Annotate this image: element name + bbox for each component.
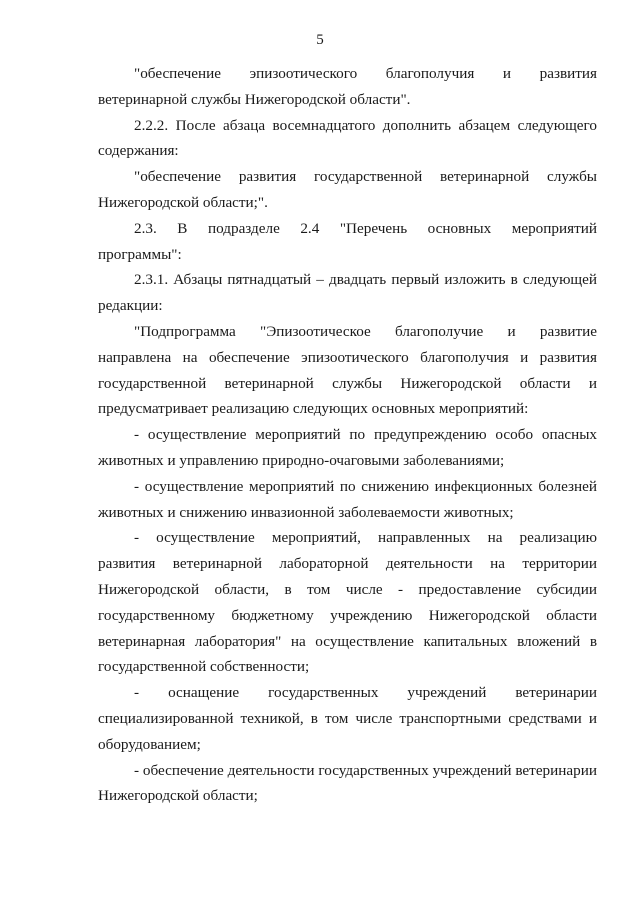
- list-item: [62, 422, 597, 474]
- text-line: ветеринарная лаборатория" на осуществление капитальных вложений в: [98, 632, 597, 650]
- paragraph: [62, 164, 597, 216]
- list-item: [62, 680, 597, 757]
- text-line: 2.2.2. После абзаца восемнадцатого дополнить абзацем следующего: [134, 116, 597, 134]
- text-line: животных и снижению инвазионной заболеваемости животных;: [98, 503, 514, 521]
- text-line: государственной ветеринарной службы Нижегородской области и: [98, 374, 597, 392]
- list-item: [62, 758, 597, 810]
- text-line: Нижегородской области, в том числе - предоставление субсидии: [98, 580, 597, 598]
- text-line: "обеспечение развития государственной ветеринарной службы: [134, 168, 597, 186]
- text-line: Нижегородской области;".: [98, 193, 268, 211]
- paragraph: [62, 267, 597, 319]
- page-number: 5: [316, 32, 324, 48]
- text-line: государственной собственности;: [98, 658, 310, 676]
- paragraph: [62, 61, 597, 113]
- text-line: "Подпрограмма "Эпизоотическое благополучие и развитие: [134, 322, 597, 340]
- text-line: Нижегородской области;: [98, 787, 258, 805]
- text-line: предусматривает реализацию следующих основных мероприятий:: [98, 400, 529, 418]
- text-line: государственному бюджетному учреждению Нижегородской области: [98, 606, 597, 624]
- text-line: 2.3. В подразделе 2.4 "Перечень основных мероприятий: [134, 219, 597, 237]
- list-item: [62, 474, 597, 526]
- text-line: содержания:: [98, 142, 179, 160]
- text-line: 2.3.1. Абзацы пятнадцатый – двадцать первый изложить в следующей: [134, 271, 597, 289]
- text-line: - осуществление мероприятий, направленных на реализацию: [134, 529, 597, 547]
- paragraph: [62, 216, 597, 268]
- text-line: развития ветеринарной лабораторной деятельности на территории: [98, 555, 597, 573]
- text-line: "обеспечение эпизоотического благополучия и развития: [134, 65, 597, 82]
- text-line: - оснащение государственных учреждений ветеринарии: [134, 684, 597, 702]
- text-line: - осуществление мероприятий по предупреждению особо опасных: [134, 426, 597, 444]
- paragraph: [62, 319, 597, 422]
- text-line: ветеринарной службы Нижегородской области".: [98, 90, 411, 108]
- paragraph: [62, 113, 597, 165]
- text-line: специализированной техникой, в том числе транспортными средствами и: [98, 709, 597, 727]
- text-line: - обеспечение деятельности государственных учреждений ветеринарии: [134, 761, 597, 779]
- list-item: [62, 525, 597, 680]
- text-line: животных и управлению природно-очаговыми заболеваниями;: [98, 451, 505, 469]
- text-line: оборудованием;: [98, 735, 201, 753]
- document-body: [62, 61, 597, 809]
- text-line: программы":: [98, 245, 182, 263]
- text-line: направлена на обеспечение эпизоотического благополучия и развития: [98, 348, 597, 366]
- text-line: - осуществление мероприятий по снижению инфекционных болезней: [134, 477, 597, 495]
- text-line: редакции:: [98, 297, 163, 315]
